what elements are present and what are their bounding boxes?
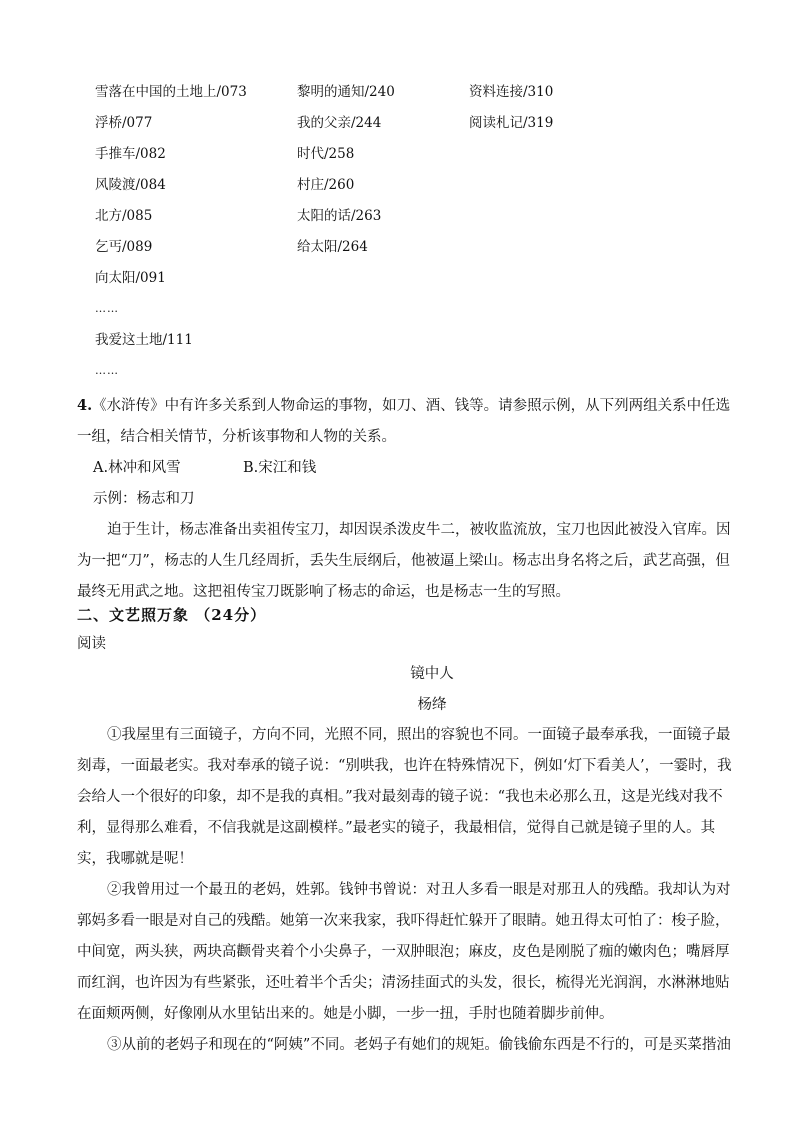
toc-ellipsis: ……	[95, 364, 119, 377]
toc-row	[95, 266, 715, 297]
toc-entry: 阅读札记/319	[469, 115, 554, 131]
paragraph-line: 在面颊两侧，好像刚从水里钻出来的。她是小脚，一步一扭，手肘也随着脚步前伸。	[77, 1006, 614, 1022]
question-number: 4	[77, 397, 88, 414]
paragraph-line: 会给人一个很好的印象，却不是我的真相。”我对最刻毒的镜子说：“我也未必那么丑，这是光线对我不	[77, 789, 723, 805]
toc-entry: 我的父亲/244	[297, 115, 382, 131]
option-b: B.宋江和钱	[243, 460, 317, 476]
paragraph-line: 刻毒，一面最老实。我对奉承的镜子说：“别哄我，也许在特殊情况下，例如‘灯下看美人’，一霎时，我	[77, 758, 732, 774]
toc-row	[95, 173, 715, 204]
toc-row	[95, 111, 715, 142]
article-paragraph-2	[77, 875, 747, 1030]
toc-entry: 资料连接/310	[469, 84, 554, 100]
example-label: 示例：杨志和刀	[93, 491, 195, 507]
toc-entry: 风陵渡/084	[95, 177, 166, 193]
article-title: 镜中人	[410, 666, 454, 682]
section-2	[77, 600, 747, 1061]
toc-entry: 时代/258	[297, 146, 355, 162]
answer-options	[77, 453, 747, 484]
toc-entry: 手推车/082	[95, 146, 166, 162]
example-line: 迫于生计，杨志准备出卖祖传宝刀，却因误杀泼皮牛二，被收监流放，宝刀也因此被没入官库。因	[107, 522, 731, 538]
toc-row	[95, 80, 715, 111]
toc-entry: 黎明的通知/240	[297, 84, 395, 100]
toc-row	[95, 359, 715, 390]
option-a: A.林冲和风雪	[93, 460, 181, 476]
toc-entry: 太阳的话/263	[297, 208, 382, 224]
toc-entry: 我爱这土地/111	[95, 332, 193, 348]
toc-row	[95, 235, 715, 266]
paragraph-line: ②我曾用过一个最丑的老妈，姓郭。钱钟书曾说：对丑人多看一眼是对那丑人的残酷。我却认为对	[107, 882, 731, 898]
read-label: 阅读	[77, 636, 106, 652]
article-paragraph-3	[77, 1030, 747, 1061]
paragraph-line: 利，显得那么难看，不信我就是这副模样。”最老实的镜子，我最相信，觉得自己就是镜子里的人。其	[77, 820, 716, 836]
paragraph-line: 而红润，也许因为有些紧张，还吐着半个舌尖；清汤挂面式的头发，很长，梳得光光润润，水淋淋地贴	[77, 975, 730, 991]
toc-entry: 村庄/260	[297, 177, 355, 193]
table-of-contents	[95, 80, 715, 390]
article-author: 杨绛	[417, 697, 447, 713]
question-4-prompt: 4.《水浒传》中有许多关系到人物命运的事物，如刀、酒、钱等。请参照示例，从下列两组关系中任选 一组，结合相关情节，分析该事物和人物的关系。	[77, 397, 731, 445]
toc-ellipsis: ……	[95, 302, 119, 315]
toc-entry: 雪落在中国的土地上/073	[95, 84, 247, 100]
paragraph-line: 中间宽，两头狭，两块高颧骨夹着个小尖鼻子，一双肿眼泡；麻皮，皮色是刚脱了痂的嫩肉色；嘴唇厚	[77, 944, 730, 960]
section-title: 二、文艺照万象 （24分）	[77, 606, 267, 624]
paragraph-line: ①我屋里有三面镜子，方向不同，光照不同，照出的容貌也不同。一面镜子最奉承我，一面镜子最	[107, 727, 731, 743]
paragraph-line: ③从前的老妈子和现在的“阿姨”不同。老妈子有她们的规矩。偷钱偷东西是不行的，可是买菜揩油	[107, 1037, 731, 1053]
toc-entry: 向太阳/091	[95, 270, 166, 286]
toc-row	[95, 297, 715, 328]
question-4	[77, 390, 747, 608]
toc-row	[95, 328, 715, 359]
toc-entry: 浮桥/077	[95, 115, 153, 131]
toc-row	[95, 142, 715, 173]
toc-entry: 乞丐/089	[95, 239, 153, 255]
toc-row	[95, 204, 715, 235]
example-paragraph	[77, 515, 747, 608]
paragraph-line: 郭妈多看一眼是对自己的残酷。她第一次来我家，我吓得赶忙躲开了眼睛。她丑得太可怕了：梭子脸，	[77, 913, 730, 929]
question-text-line: 一组，结合相关情节，分析该事物和人物的关系。	[77, 429, 396, 445]
toc-entry: 北方/085	[95, 208, 153, 224]
article-paragraph-1	[77, 720, 747, 875]
paragraph-line: 实，我哪就是呢！	[77, 851, 193, 867]
toc-entry: 给太阳/264	[297, 239, 368, 255]
example-line: 最终无用武之地。这把祖传宝刀既影响了杨志的命运，也是杨志一生的写照。	[77, 584, 570, 600]
question-text-line: 《水浒传》中有许多关系到人物命运的事物，如刀、酒、钱等。请参照示例，从下列两组关系中任选	[92, 398, 731, 414]
example-line: 为一把“刀”，杨志的人生几经周折，丢失生辰纲后，他被逼上梁山。杨志出身名将之后，武艺高强，但	[77, 553, 730, 569]
